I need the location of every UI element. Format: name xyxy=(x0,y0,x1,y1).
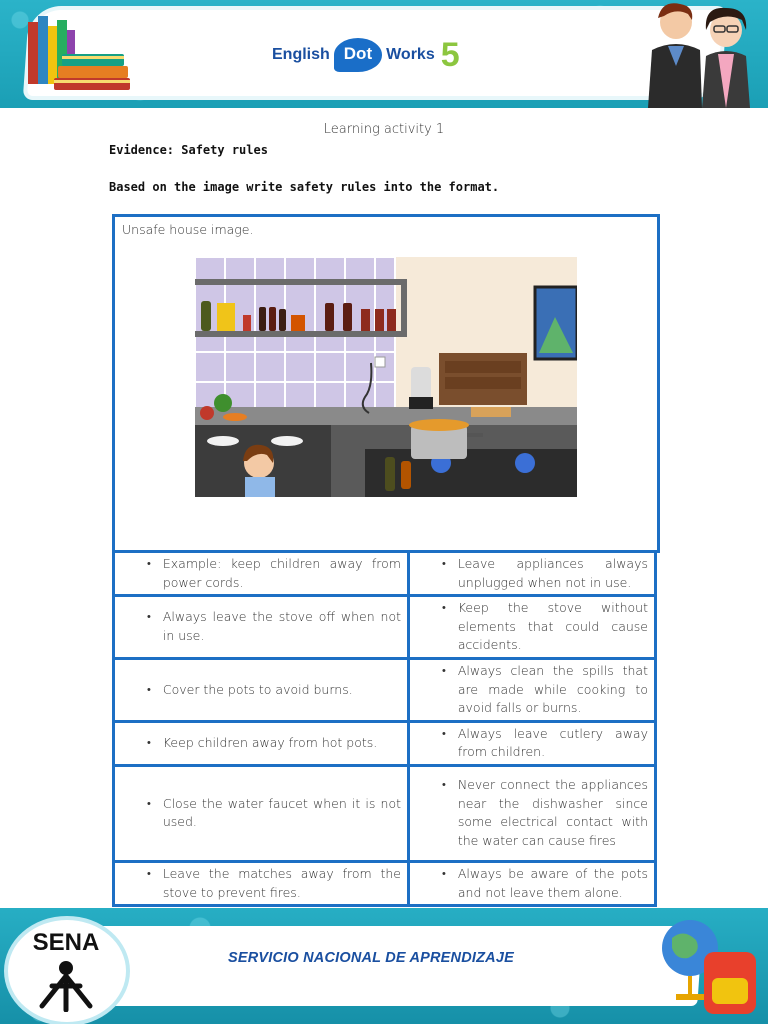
globe-and-backpack-illustration xyxy=(618,908,768,1024)
table-row xyxy=(114,658,656,721)
bullet-icon: • xyxy=(442,601,446,615)
rule-cell-right xyxy=(409,861,656,905)
bullet-icon: • xyxy=(147,682,151,696)
rule-text: Always leave cutlery away from children. xyxy=(457,725,648,760)
bullet-icon: • xyxy=(442,726,446,740)
rule-text: Cover the pots to avoid burns. xyxy=(162,681,353,697)
footer-institution-name: SERVICIO NACIONAL DE APRENDIZAJE xyxy=(228,950,514,966)
safety-rules-table xyxy=(112,550,657,907)
rule-cell-left xyxy=(114,861,409,905)
table-row xyxy=(114,765,656,861)
rule-text: Always clean the spills that are made while cooking to avoid falls or burns. xyxy=(457,662,648,716)
instruction-text: Based on the image write safety rules into the format. xyxy=(109,180,500,194)
logo-word-dot: Dot xyxy=(334,38,382,72)
logo-word-english: English xyxy=(272,46,330,63)
rule-text: Never connect the appliances near the dishwasher since some electrical contact with the water can cause fires xyxy=(457,777,648,849)
bullet-icon: • xyxy=(147,796,151,810)
rule-cell-left xyxy=(114,658,409,721)
header-banner xyxy=(0,0,768,108)
rule-text: Always be aware of the pots and not leave them alone. xyxy=(457,865,648,900)
bullet-icon: • xyxy=(442,778,446,792)
unsafe-kitchen-illustration xyxy=(195,257,577,497)
english-dot-works-logo xyxy=(272,38,460,72)
bullet-icon: • xyxy=(442,663,446,677)
bullet-icon: • xyxy=(147,557,151,570)
rule-text: Keep the stove without elements that could cause accidents. xyxy=(457,600,648,653)
rule-cell-right xyxy=(409,658,656,721)
rule-text: Example: keep children away from power cords. xyxy=(162,556,401,590)
evidence-heading: Evidence: Safety rules xyxy=(109,143,268,157)
bullet-icon: • xyxy=(442,557,446,570)
footer-banner xyxy=(0,908,768,1024)
rule-text: Leave the matches away from the stove to prevent fires. xyxy=(162,865,401,900)
table-row xyxy=(114,721,656,765)
sena-logo xyxy=(22,928,110,1012)
rule-cell-right xyxy=(409,721,656,765)
rule-cell-left xyxy=(114,721,409,765)
bullet-icon: • xyxy=(147,866,151,880)
logo-number: 5 xyxy=(440,36,460,74)
footer-card xyxy=(57,926,703,1006)
students-illustration xyxy=(618,0,768,108)
rule-text: Keep children away from hot pots. xyxy=(162,735,378,751)
table-row xyxy=(114,861,656,905)
table-row xyxy=(114,552,656,596)
bullet-icon: • xyxy=(147,736,151,750)
sena-logo-text: SENA xyxy=(32,929,100,956)
rule-cell-right xyxy=(409,765,656,861)
books-illustration xyxy=(18,6,138,102)
rule-cell-left xyxy=(114,552,409,596)
rule-cell-left xyxy=(114,765,409,861)
image-box xyxy=(112,214,660,553)
page-title: Learning activity 1 xyxy=(323,122,445,137)
rule-cell-right xyxy=(409,552,656,596)
bullet-icon: • xyxy=(147,610,151,624)
logo-word-works: Works xyxy=(386,46,435,63)
rule-text: Leave appliances always unplugged when not in use. xyxy=(457,556,648,590)
rule-text: Always leave the stove off when not in use. xyxy=(162,609,401,644)
image-label: Unsafe house image. xyxy=(122,222,254,237)
rule-cell-right xyxy=(409,596,656,659)
rule-text: Close the water faucet when it is not used. xyxy=(162,795,401,830)
table-row xyxy=(114,596,656,659)
bullet-icon: • xyxy=(442,866,446,880)
rule-cell-left xyxy=(114,596,409,659)
